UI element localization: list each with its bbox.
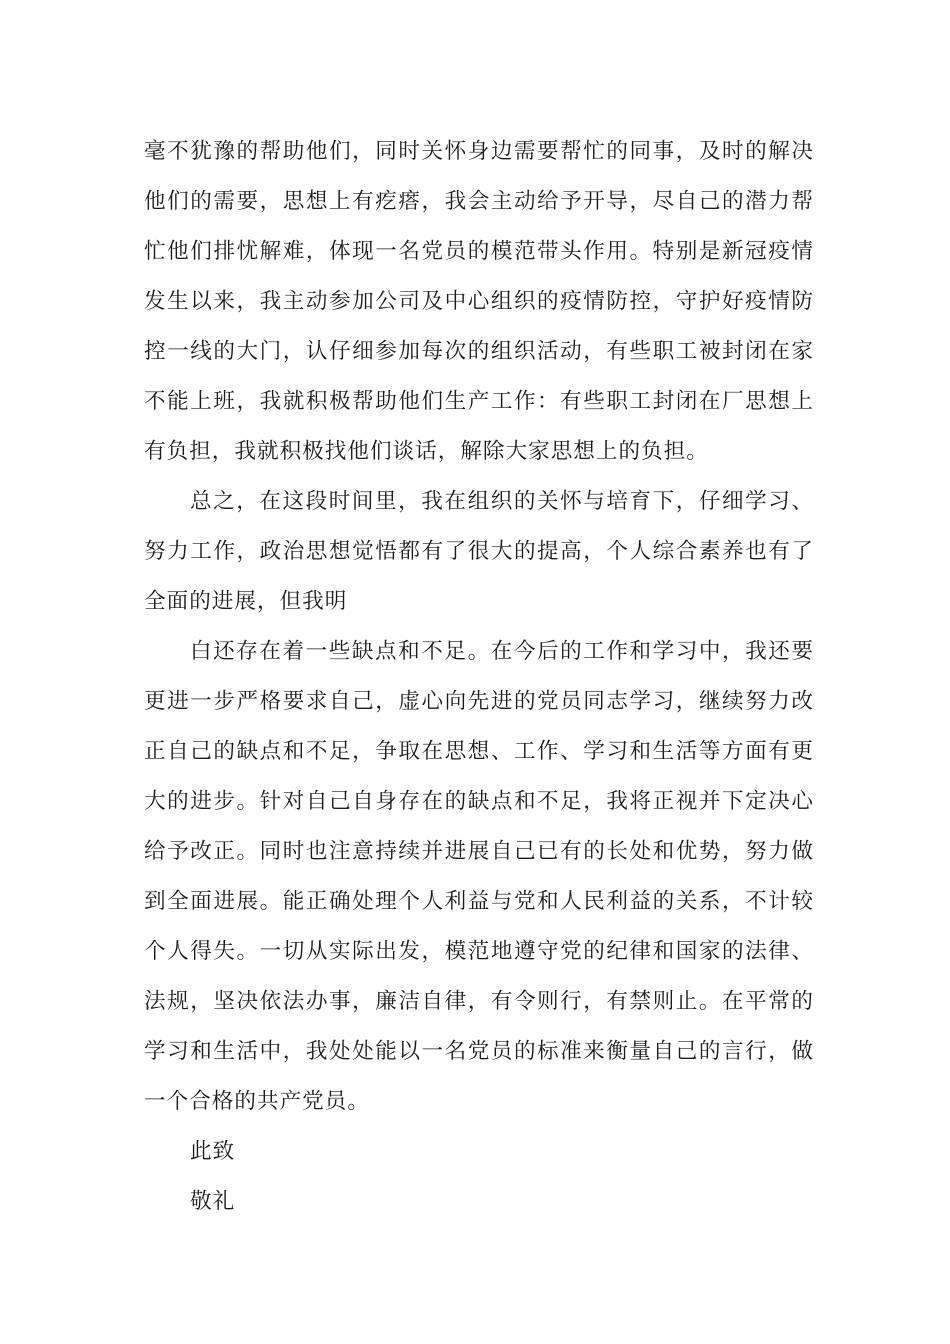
paragraph-1: 毫不犹豫的帮助他们，同时关怀身边需要帮忙的同事，及时的解决他们的需要，思想上有疙瘩，我会主动给予开导，尽自己的潜力帮忙他们排忧解难，体现一名党员的模范带头作用。特别是新冠疫情发生以来，我主动参加公司及中心组织的疫情防控，守护好疫情防控一线的大门，认仔细参加每次的组织活动，有些职工被封闭在家不能上班，我就积极帮助他们生产工作：有些职工封闭在厂思想上有负担，我就积极找他们谈话，解除大家思想上的负担。: [144, 139, 814, 464]
paragraph-3: 白还存在着一些缺点和不足。在今后的工作和学习中，我还要更进一步严格要求自己，虚心向先进的党员同志学习，继续努力改正自己的缺点和不足，争取在思想、工作、学习和生活等方面有更大的进步。针对自己自身存在的缺点和不足，我将正视并下定决心给予改正。同时也注意持续并进展自己已有的长处和优势，努力做到全面进展。能正确处理个人利益与党和人民利益的关系，不计较个人得失。一切从实际出发，模范地遵守党的纪律和国家的法律、法规，坚决依法办事，廉洁自律，有令则行，有禁则止。在平常的学习和生活中，我处处能以一名党员的标准来衡量自己的言行，做一个合格的共产党员。: [144, 639, 814, 1114]
paragraph-2: 总之，在这段时间里，我在组织的关怀与培育下，仔细学习、努力工作，政治思想觉悟都有了很大的提高，个人综合素养也有了全面的进展，但我明: [144, 489, 814, 614]
document-body: [144, 127, 814, 1227]
closing-regards: 敬礼: [190, 1189, 236, 1214]
closing-salutation: 此致: [190, 1139, 236, 1164]
